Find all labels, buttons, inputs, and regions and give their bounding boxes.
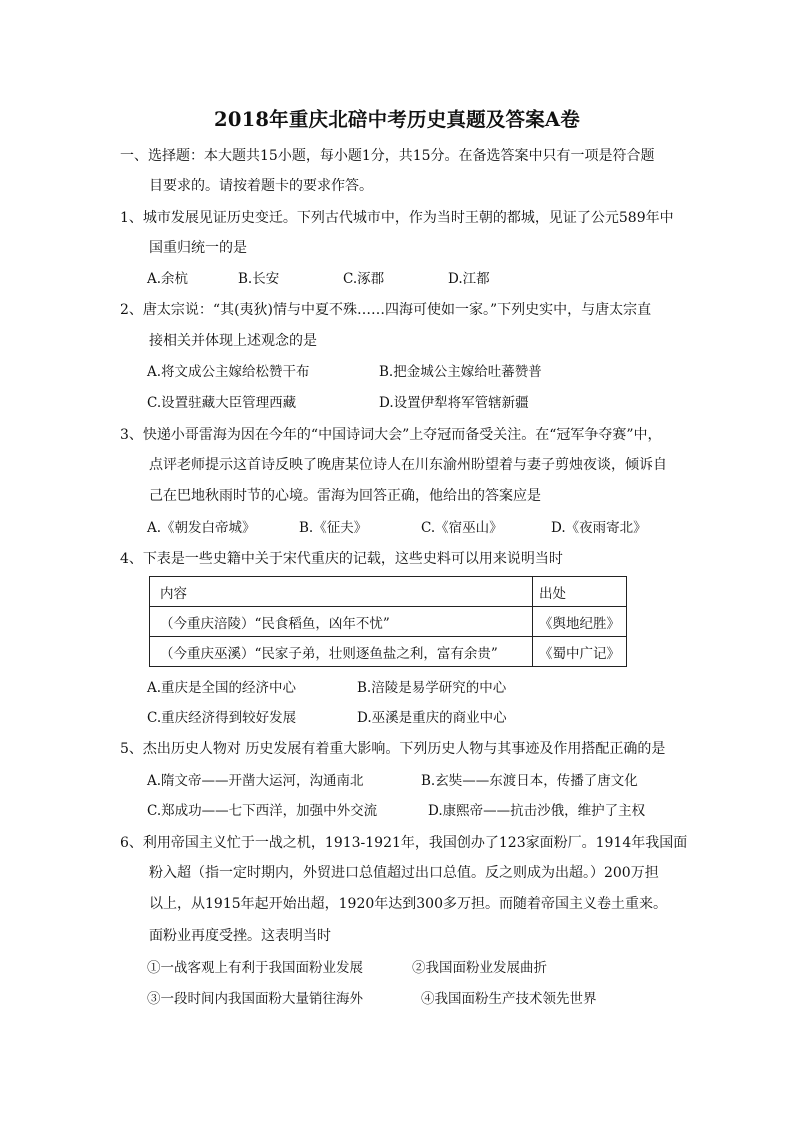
- option-c: C.涿郡: [343, 271, 385, 287]
- question-stem-cont: 点评老师提示这首诗反映了晚唐某位诗人在川东渝州盼望着与妻子剪烛夜谈，倾诉自: [149, 457, 667, 473]
- option-b: B.玄奘——东渡日本，传播了唐文化: [421, 773, 638, 789]
- option-d: D.江都: [448, 271, 490, 287]
- option-a: A.《朝发白帝城》: [147, 520, 256, 536]
- question-stem-cont: 己在巴地秋雨时节的心境。雷海为回答正确，他给出的答案应是: [149, 488, 541, 504]
- question-stem-cont: 国重归统一的是: [149, 240, 247, 256]
- question-stem-cont: 接相关并体现上述观念的是: [149, 333, 317, 349]
- question-stem: 2、唐太宗说：“其(夷狄)情与中夏不殊……四海可使如一家。”下列史实中，与唐太宗直: [120, 302, 652, 318]
- option-c: C.《宿巫山》: [421, 520, 503, 536]
- question-stem: 3、快递小哥雷海为因在今年的“中国诗词大会”上夺冠而备受关注。在“冠军争夺赛”中，: [120, 427, 662, 443]
- question-stem-cont: 面粉业再度受挫。这表明当时: [149, 928, 331, 944]
- option-b: B.涪陵是易学研究的中心: [357, 680, 507, 696]
- table-header-source: 出处: [533, 577, 627, 607]
- option-d: D.巫溪是重庆的商业中心: [357, 710, 507, 726]
- option-a: A.重庆是全国的经济中心: [147, 680, 297, 696]
- option-b: B.《征夫》: [299, 520, 368, 536]
- option-d: D.设置伊犁将军管辖新疆: [379, 395, 529, 411]
- page-title: 2018年重庆北碚中考历史真题及答案A卷: [214, 108, 580, 131]
- statement-3: ③一段时间内我国面粉大量销往海外: [147, 991, 363, 1007]
- section-instruction-cont: 目要求的。请按着题卡的要求作答。: [149, 178, 373, 194]
- statement-2: ②我国面粉业发展曲折: [412, 960, 547, 976]
- source-table: [149, 576, 627, 667]
- question-stem: 5、杰出历史人物对 历史发展有着重大影响。下列历史人物与其事迹及作用搭配正确的是: [120, 741, 666, 757]
- table-cell: （今重庆涪陵）“民食稻鱼，凶年不忧”: [150, 607, 533, 637]
- option-d: D.《夜雨寄北》: [551, 520, 647, 536]
- option-c: C.设置驻藏大臣管理西藏: [147, 395, 297, 411]
- table-row: [150, 607, 627, 637]
- question-stem-cont: 粉入超（指一定时期内，外贸进口总值超过出口总值。反之则成为出超。）200万担: [149, 865, 659, 881]
- option-b: B.长安: [238, 271, 280, 287]
- table-row: [150, 637, 627, 667]
- option-b: B.把金城公主嫁给吐蕃赞普: [379, 364, 542, 380]
- option-c: C.重庆经济得到较好发展: [147, 710, 297, 726]
- question-stem-cont: 以上，从1915年起开始出超，1920年达到300多万担。而随着帝国主义卷土重来。: [149, 896, 667, 912]
- table-cell: 《蜀中广记》: [533, 637, 627, 667]
- table-header-row: [150, 577, 627, 607]
- table-cell: （今重庆巫溪）“民家子弟，壮则逐鱼盐之利，富有余贵”: [150, 637, 533, 667]
- option-c: C.郑成功——七下西洋，加强中外交流: [147, 803, 378, 819]
- table-header-content: 内容: [150, 577, 533, 607]
- question-stem: 1、城市发展见证历史变迁。下列古代城市中，作为当时王朝的都城，见证了公元589年中: [120, 210, 674, 226]
- section-instruction: 一、选择题：本大题共15小题，每小题1分，共15分。在备选答案中只有一项是符合题: [120, 148, 655, 164]
- question-stem: 6、利用帝国主义忙于一战之机，1913-1921年，我国创办了123家面粉厂。1914年我国面: [120, 835, 688, 851]
- option-a: A.隋文帝——开凿大运河，沟通南北: [147, 773, 364, 789]
- option-a: A.余杭: [147, 271, 189, 287]
- option-a: A.将文成公主嫁给松赞干布: [147, 364, 310, 380]
- statement-1: ①一战客观上有利于我国面粉业发展: [147, 960, 363, 976]
- table-cell: 《舆地纪胜》: [533, 607, 627, 637]
- question-stem: 4、下表是一些史籍中关于宋代重庆的记载，这些史料可以用来说明当时: [120, 551, 563, 567]
- option-d: D.康熙帝——抗击沙俄，维护了主权: [428, 803, 646, 819]
- statement-4: ④我国面粉生产技术领先世界: [421, 991, 597, 1007]
